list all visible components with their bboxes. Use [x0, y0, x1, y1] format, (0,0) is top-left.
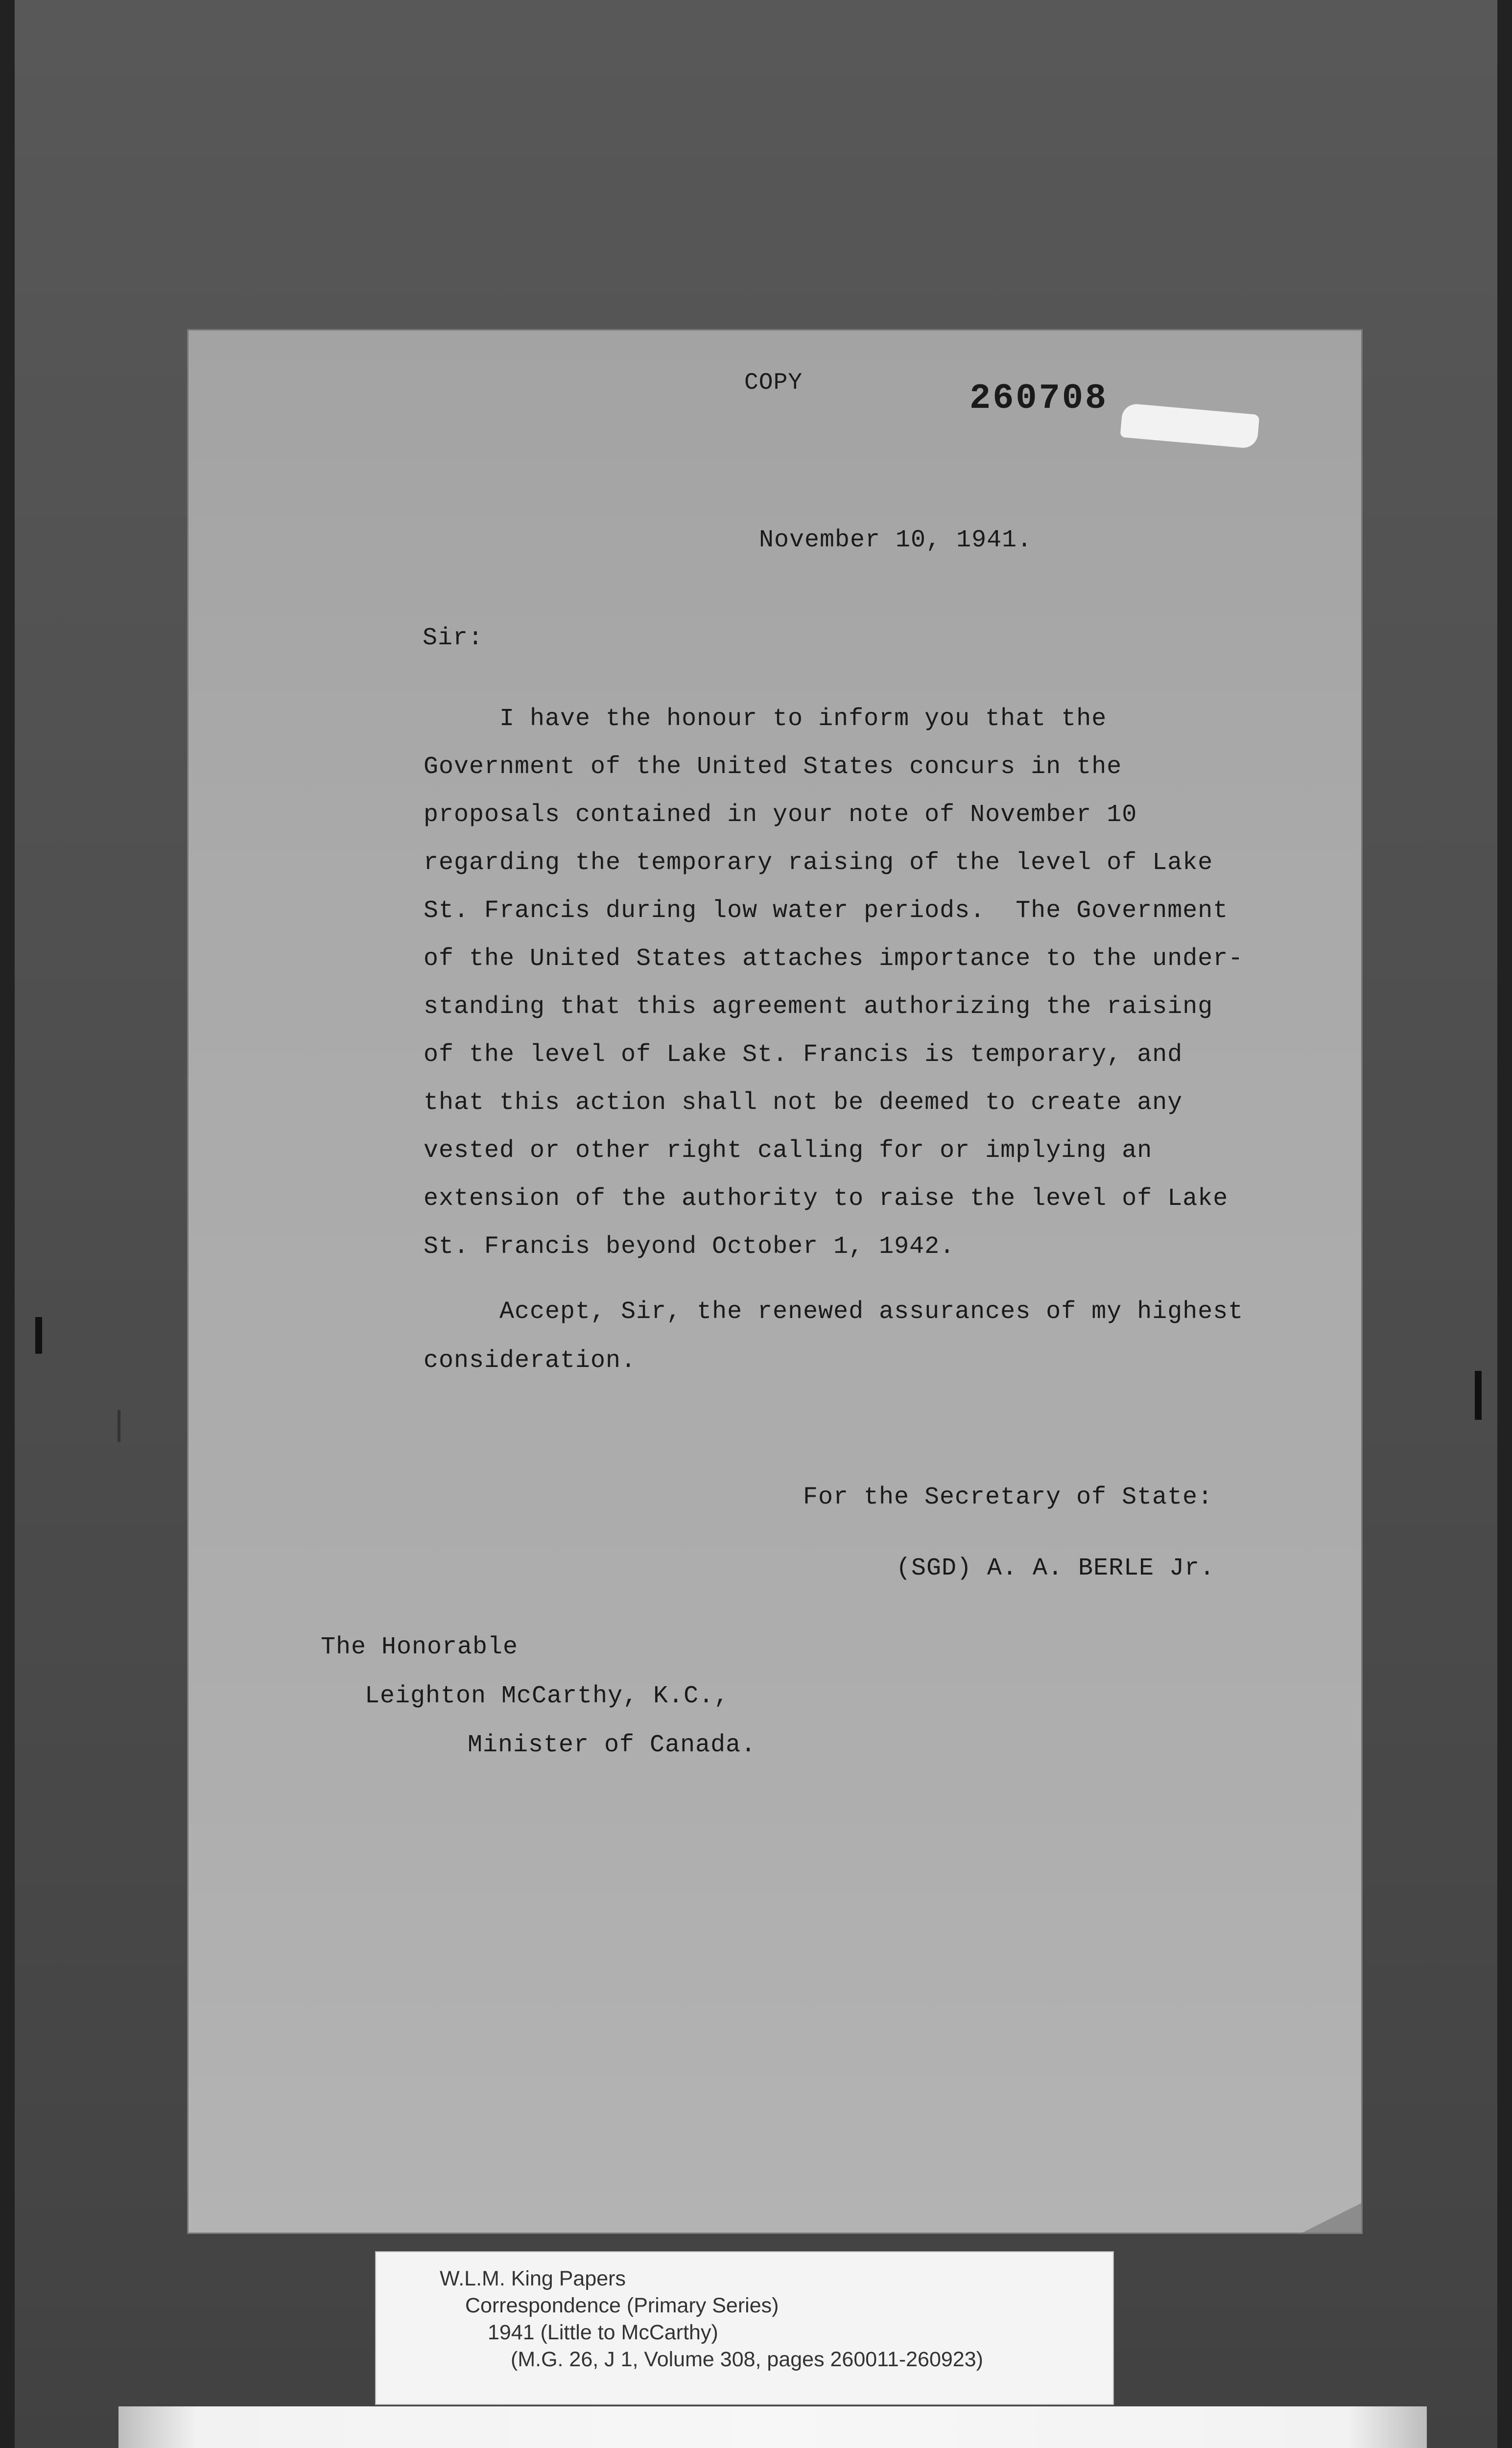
- index-card-line: Correspondence (Primary Series): [465, 2294, 779, 2317]
- closing-line: Accept, Sir, the renewed assurances of my highest: [424, 1298, 1244, 1326]
- signature-name: (SGD) A. A. BERLE Jr.: [896, 1554, 1215, 1582]
- film-mark: [35, 1317, 42, 1354]
- body-line: extension of the authority to raise the level of Lake: [424, 1185, 1228, 1213]
- index-card-line: (M.G. 26, J 1, Volume 308, pages 260011-260923): [511, 2348, 983, 2371]
- index-card-line: W.L.M. King Papers: [440, 2267, 626, 2290]
- document-number: 260708: [969, 378, 1109, 419]
- film-mark: [1475, 1371, 1482, 1420]
- film-edge-left: [0, 0, 15, 2448]
- body-line: I have the honour to inform you that the: [424, 705, 1107, 733]
- letter-body: [424, 695, 1329, 1271]
- addressee-line: Leighton McCarthy, K.C.,: [365, 1682, 730, 1710]
- body-line: St. Francis beyond October 1, 1942.: [424, 1233, 955, 1261]
- letter-date: November 10, 1941.: [759, 526, 1033, 554]
- body-line: Government of the United States concurs in the: [424, 753, 1122, 781]
- body-line: proposals contained in your note of November 10: [424, 801, 1137, 829]
- addressee-line: Minister of Canada.: [468, 1731, 756, 1759]
- body-line: vested or other right calling for or implying an: [424, 1137, 1153, 1165]
- body-line: regarding the temporary raising of the level of Lake: [424, 849, 1213, 877]
- folded-corner: [1302, 2203, 1361, 2233]
- archive-index-card: [376, 2252, 1113, 2404]
- body-line: of the United States attaches importance to the under-: [424, 945, 1244, 973]
- film-edge-right: [1497, 0, 1512, 2448]
- index-card-line: 1941 (Little to McCarthy): [488, 2321, 718, 2344]
- tape-mark: [1120, 403, 1259, 449]
- signature-for: For the Secretary of State:: [803, 1483, 1213, 1511]
- body-line: that this action shall not be deemed to create any: [424, 1089, 1183, 1117]
- letter-page: [189, 330, 1361, 2233]
- film-mark: [118, 1410, 120, 1442]
- addressee-block: [321, 1623, 756, 1770]
- closing-line: consideration.: [424, 1347, 637, 1375]
- copy-label: COPY: [744, 370, 803, 396]
- public-archives-stamp: [118, 2406, 1427, 2448]
- addressee-line: The Honorable: [321, 1633, 519, 1661]
- closing-paragraph: [424, 1288, 1243, 1386]
- body-line: standing that this agreement authorizing the raising: [424, 993, 1213, 1021]
- salutation: Sir:: [423, 624, 484, 652]
- body-line: of the level of Lake St. Francis is temporary, and: [424, 1041, 1183, 1069]
- body-line: St. Francis during low water periods. The Government: [424, 897, 1228, 925]
